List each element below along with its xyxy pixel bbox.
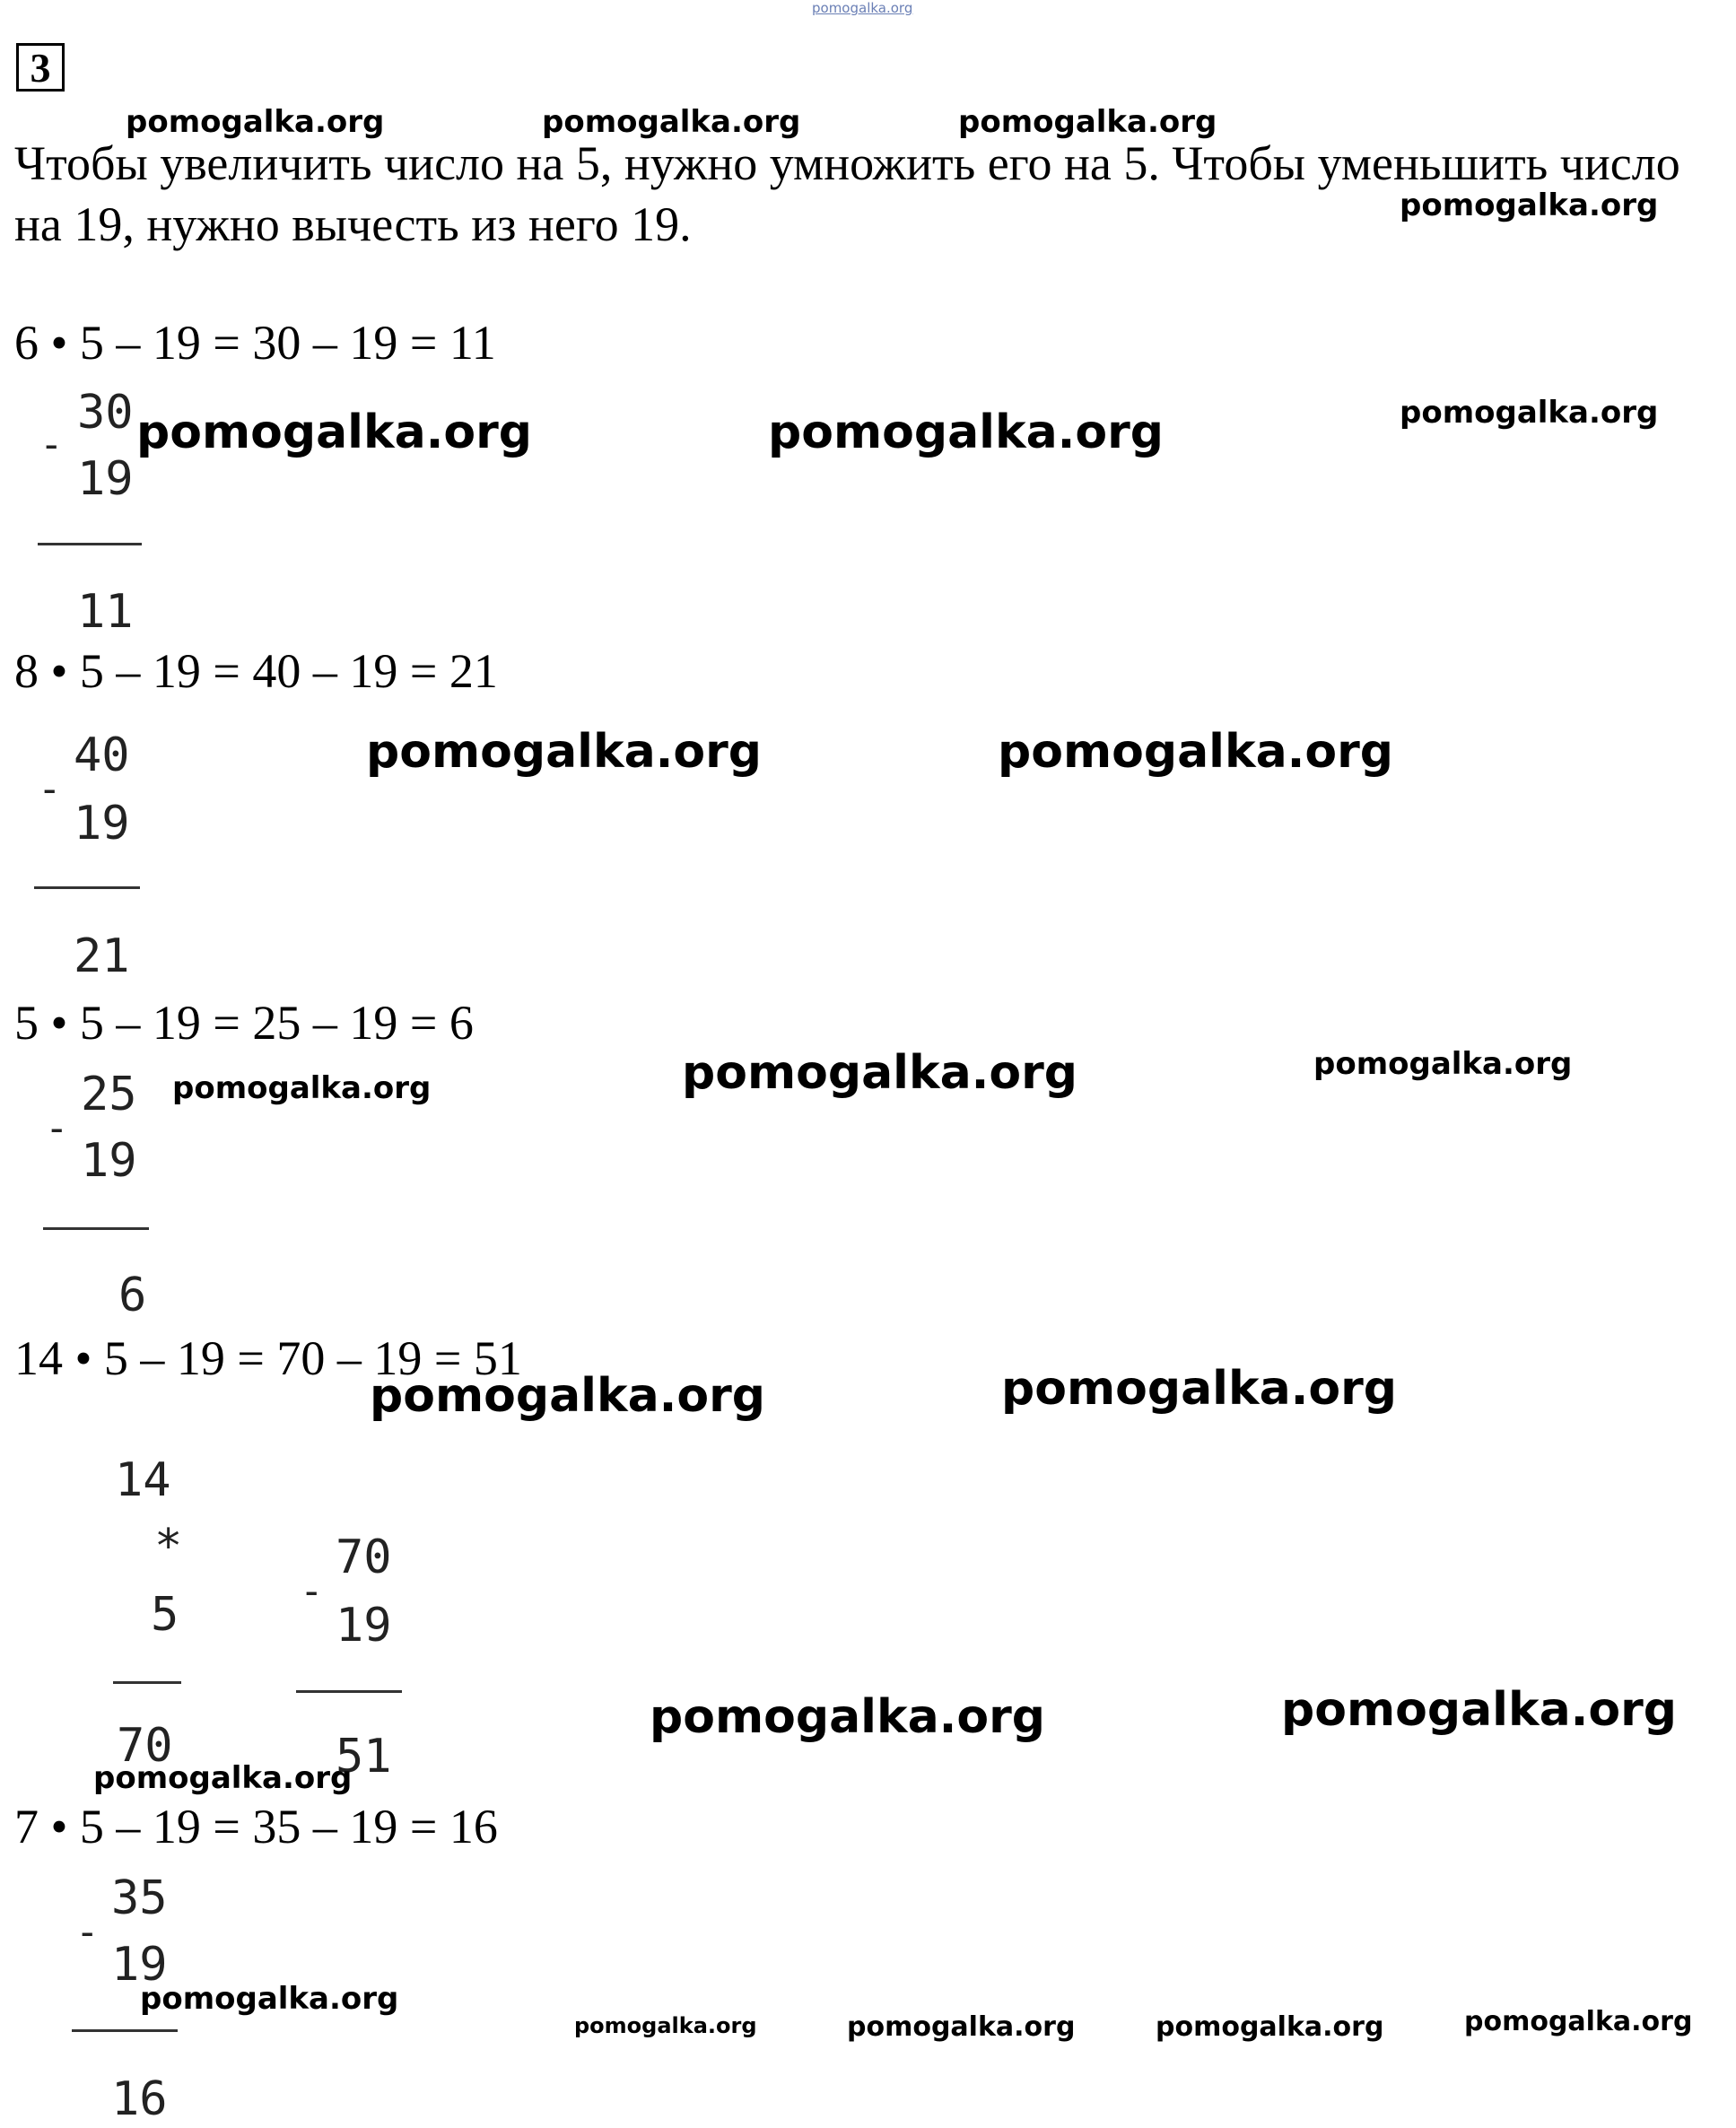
watermark: pomogalka.org [650,1690,1046,1744]
equation-1: 6 • 5 – 19 = 30 – 19 = 11 [14,316,496,370]
column-1-bottom: 19 [77,452,134,506]
task-statement: Чтобы увеличить число на 5, нужно умножить его на 5. Чтобы уменьшить число на 19, нужно вычесть из него 19. [14,136,1680,251]
watermark: pomogalka.org [1464,2006,1693,2037]
column-2-bottom: 19 [74,797,130,850]
equation-2: 8 • 5 – 19 = 40 – 19 = 21 [14,644,498,698]
watermark: pomogalka.org [370,1369,766,1423]
watermark: pomogalka.org [998,725,1394,779]
column-5-sign: - [75,1909,100,1955]
watermark: pomogalka.org [1281,1683,1678,1737]
watermark: pomogalka.org [1313,1046,1573,1082]
column-1-result: 11 [77,585,134,639]
column-3-result: 6 [118,1269,147,1322]
column-4-sub-result: 51 [336,1730,392,1784]
watermark: pomogalka.org [1156,2011,1384,2043]
column-4-mul-top: 14 [115,1453,171,1507]
watermark: pomogalka.org [1400,188,1659,223]
column-5-bottom: 19 [111,1938,168,1992]
watermark: pomogalka.org [1400,395,1659,431]
column-4-mul-result: 70 [117,1719,173,1773]
watermark: pomogalka.org [768,406,1165,459]
watermark: pomogalka.org [93,1760,353,1796]
column-3-bottom: 19 [81,1134,137,1188]
equation-4: 14 • 5 – 19 = 70 – 19 = 51 [14,1331,522,1385]
column-2-top: 40 [74,728,130,782]
column-1-top: 30 [77,386,134,440]
column-2-result: 21 [74,929,130,983]
watermark: pomogalka.org [847,2011,1076,2043]
watermark: pomogalka.org [140,1981,399,2017]
column-1-rule [38,543,142,545]
column-3-top: 25 [81,1068,137,1121]
watermark: pomogalka.org [574,2013,757,2038]
column-4-sub-rule [296,1690,402,1693]
equation-5: 7 • 5 – 19 = 35 – 19 = 16 [14,1800,498,1853]
column-3-rule [43,1227,149,1230]
watermark: pomogalka.org [1001,1362,1398,1416]
column-5-top: 35 [111,1871,168,1925]
column-4-mul-rule [113,1681,181,1684]
column-4-mul-bottom: 5 [151,1588,179,1642]
column-4-sub-bottom: 19 [336,1599,392,1653]
column-2-sign: - [38,766,62,812]
column-1-sign: - [39,422,64,467]
watermark: pomogalka.org [126,104,385,140]
watermark: pomogalka.org [682,1046,1078,1100]
watermark: pomogalka.org [958,104,1217,140]
task-number: 3 [16,43,65,92]
column-2-rule [34,886,140,889]
watermark: pomogalka.org [136,406,533,459]
column-4-sub-top: 70 [336,1531,392,1584]
watermark: pomogalka.org [542,104,801,140]
watermark: pomogalka.org [366,725,763,779]
column-5-result: 16 [111,2072,168,2126]
column-5-rule [72,2029,178,2032]
watermark: pomogalka.org [172,1070,432,1106]
column-4-mul-sign: * [154,1520,183,1574]
column-4-sub-sign: - [300,1568,324,1614]
equation-3: 5 • 5 – 19 = 25 – 19 = 6 [14,996,474,1050]
column-3-sign: - [45,1105,69,1151]
watermark-top: pomogalka.org [812,0,913,16]
